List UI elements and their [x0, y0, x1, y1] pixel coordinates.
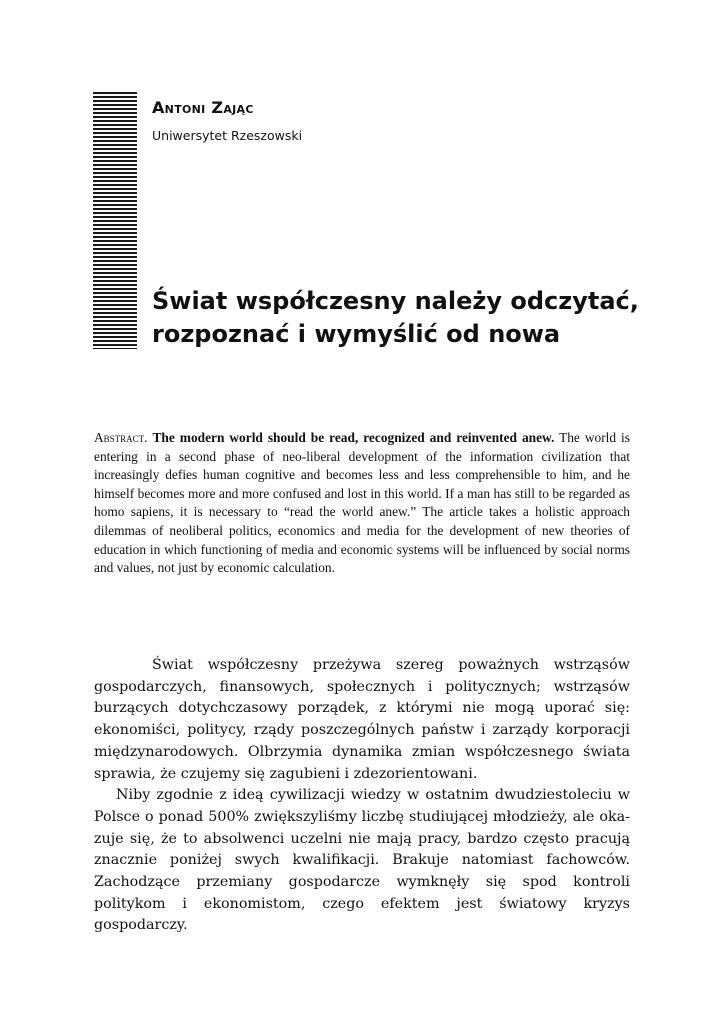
- abstract-text: The world is entering in a second phase of neo-liberal development of the information civilization that increasingly defies human cognitive and becomes less and less comprehensible to him, and he himself becomes more and more confused and lost in this world. If a man has still to be regarded as homo sapiens, it is necessary to “read the world anew.” The article takes a holistic approach dilemmas of neoliberal politics, economics and media for the development of new theories of education in which functioning of media and economic systems will be influenced by social norms and values, not just by economic calculation.: [94, 430, 630, 576]
- title-line-2: rozpoznać i wymyślić od nowa: [152, 320, 561, 348]
- abstract-label: Abstract.: [94, 430, 148, 445]
- title-line-1: Świat współczesny należy odczytać,: [152, 287, 639, 315]
- article-body: [94, 655, 630, 937]
- abstract-heading: The modern world should be read, recognized and reinvented anew.: [152, 430, 555, 445]
- abstract: [94, 429, 630, 578]
- body-paragraph-2: Niby zgodnie z ideą cywilizacji wiedzy w ostatnim dwudziestoleciu w Polsce o ponad 500% zwiększyliśmy liczbę studiującej młodzieży, ale okazuje się, że to absolwenci uczelni nie mają pracy, bardzo często pracują znacznie poniżej swych kwalifikacji. Brakuje natomiast fachowców. Zachodzące przemiany gospodarcze wymknęły się spod kontroli politykom i ekonomistom, czego efektem jest światowy kryzys gospodarczy.: [94, 787, 630, 934]
- decorative-stripe-block: [93, 92, 137, 349]
- body-paragraph-1: Świat współczesny przeżywa szereg poważnych wstrząsów gospodarczych, finansowych, społecznych i politycznych; wstrząsów burzących dotychczasowy porządek, z którymi nie mogą uporać się: ekonomiści, politycy, rządy poszczególnych państw i zarządy korporacji międzynarodowych. Olbrzymia dynamika zmian współczesnego świata sprawia, że czujemy się zagubieni i zdezorientowani.: [94, 657, 630, 782]
- author-name: Antoni Zając: [152, 98, 254, 117]
- author-affiliation: Uniwersytet Rzeszowski: [152, 128, 303, 143]
- article-title: [152, 285, 672, 351]
